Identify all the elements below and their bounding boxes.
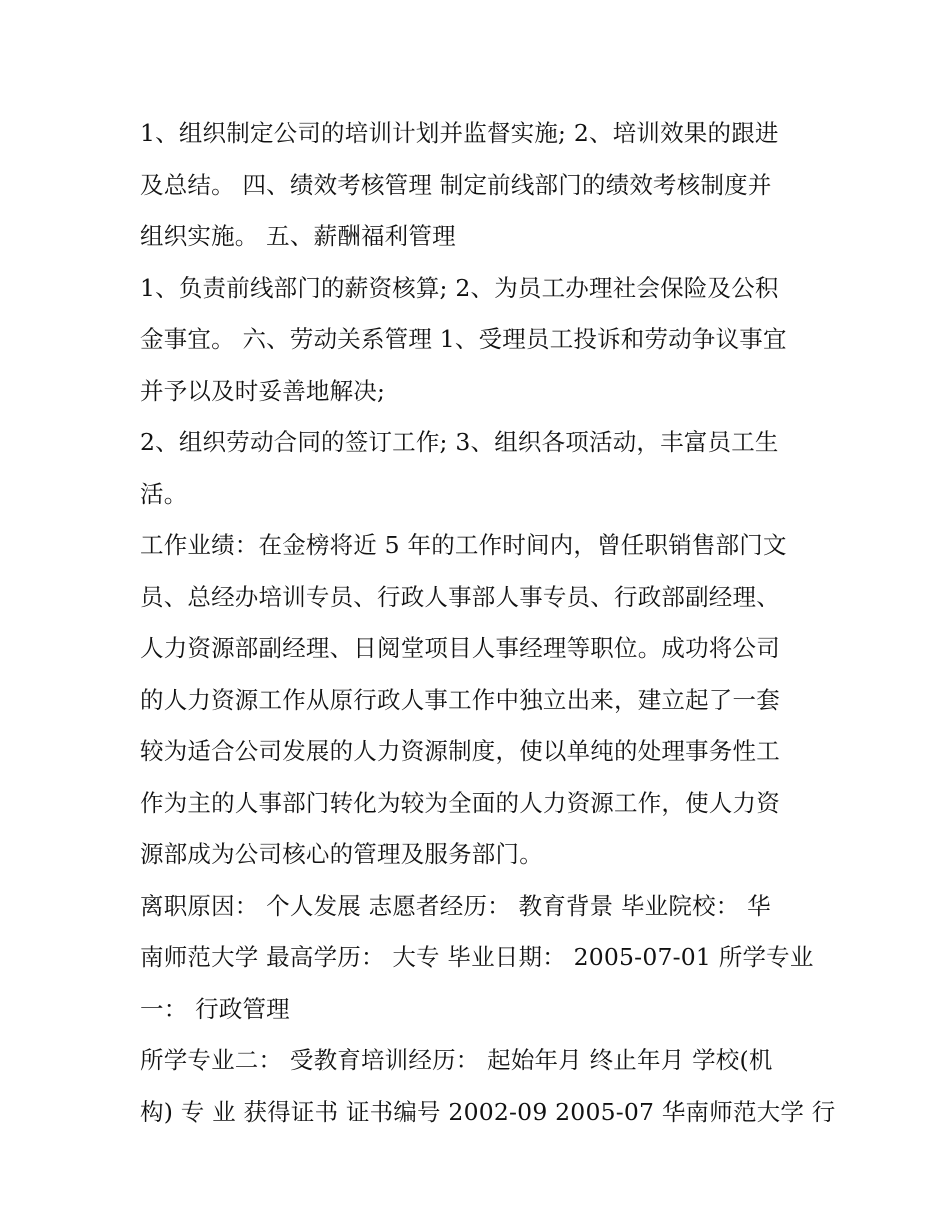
- text-line: 离职原因： 个人发展 志愿者经历： 教育背景 毕业院校： 华: [140, 891, 771, 920]
- paragraph-training-history: [140, 1035, 836, 1138]
- text-line: 的人力资源工作从原行政人事工作中独立出来，建立起了一套: [140, 685, 780, 714]
- paragraph-work-achievements: [140, 520, 815, 881]
- text-line: 南师范大学 最高学历： 大专 毕业日期： 2005-07-01 所学专业: [140, 943, 814, 971]
- text-line: 所学专业二： 受教育培训经历： 起始年月 终止年月 学校(机: [140, 1046, 773, 1074]
- text-line: 构) 专 业 获得证书 证书编号 2002-09 2005-07 华南师范大学 行: [140, 1097, 836, 1126]
- document-body: [140, 108, 836, 1138]
- text-line: 1、组织制定公司的培训计划并监督实施; 2、培训效果的跟进: [140, 119, 779, 147]
- text-line: 人力资源部副经理、日阅堂项目人事经理等职位。成功将公司: [140, 634, 780, 662]
- text-line: 并予以及时妥善地解决;: [140, 376, 386, 405]
- paragraph-training-and-performance: [140, 108, 815, 263]
- text-line: 员、总经办培训专员、行政人事部人事专员、行政部副经理、: [140, 582, 780, 611]
- text-line: 2、组织劳动合同的签订工作; 3、组织各项活动，丰富员工生: [140, 428, 779, 456]
- text-line: 金事宜。 六、劳动关系管理 1、受理员工投诉和劳动争议事宜: [140, 325, 787, 353]
- text-line: 组织实施。 五、薪酬福利管理: [140, 222, 456, 250]
- paragraph-contracts-and-activities: [140, 417, 815, 520]
- text-line: 作为主的人事部门转化为较为全面的人力资源工作，使人力资: [140, 788, 780, 817]
- text-line: 较为适合公司发展的人力资源制度，使以单纯的处理事务性工: [140, 737, 780, 765]
- text-line: 1、负责前线部门的薪资核算; 2、为员工办理社会保险及公积: [140, 273, 779, 302]
- text-line: 活。: [140, 479, 188, 508]
- paragraph-payroll-and-labor-relations: [140, 263, 815, 418]
- text-line: 源部成为公司核心的管理及服务部门。: [140, 840, 543, 868]
- text-line: 一： 行政管理: [140, 994, 290, 1023]
- paragraph-leaving-reason-and-education: [140, 881, 815, 1036]
- text-line: 及总结。 四、绩效考核管理 制定前线部门的绩效考核制度并: [140, 170, 772, 199]
- text-line: 工作业绩：在金榜将近 5 年的工作时间内，曾任职销售部门文: [140, 531, 787, 559]
